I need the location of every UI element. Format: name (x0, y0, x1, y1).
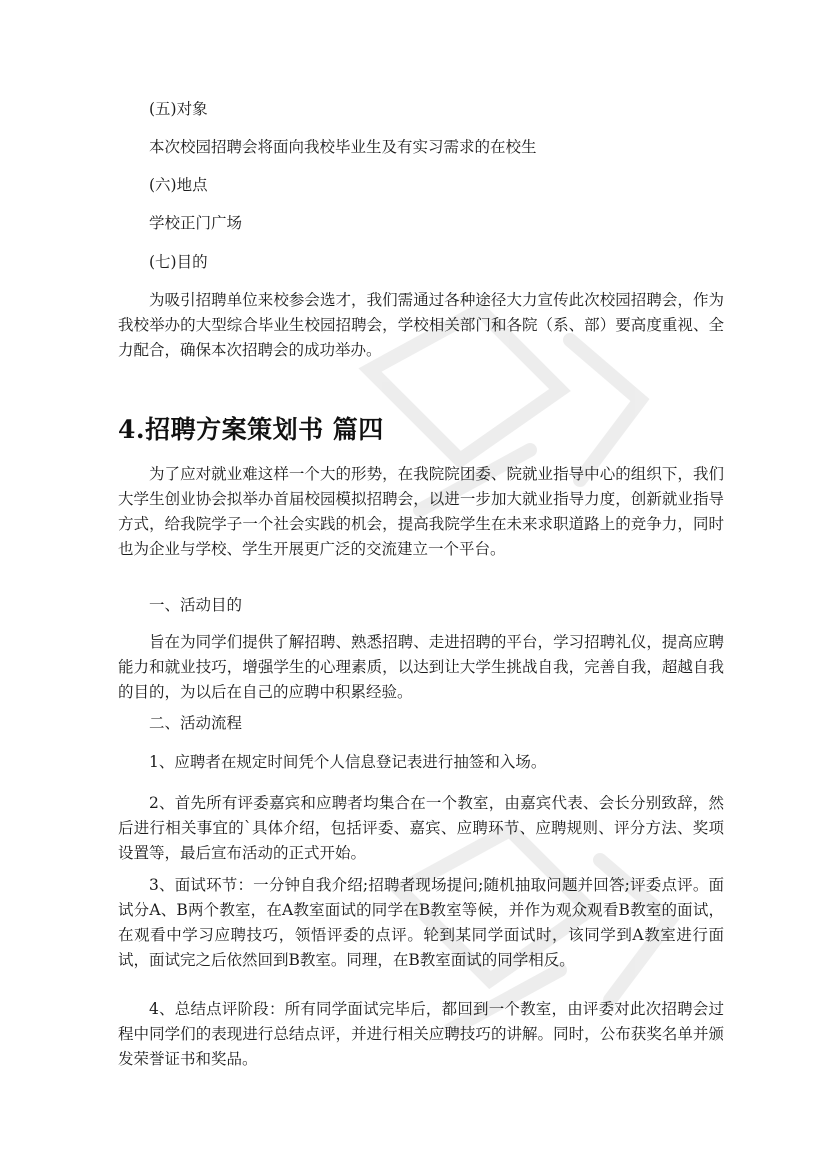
flow-step-1: 1、应聘者在规定时间凭个人信息登记表进行抽签和入场。 (149, 753, 547, 771)
section-label-location: (六)地点 (149, 176, 208, 194)
activity-goal-title: 一、活动目的 (149, 596, 243, 614)
section-text-location: 学校正门广场 (149, 214, 243, 232)
flow-step-3: 3、面试环节：一分钟自我介绍;招聘者现场提问;随机抽取问题并回答;评委点评。面试分A、B两个教室，在A教室面试的同学在B教室等候，并作为观众观看B教室的面试，在观看中学习应聘技巧，领悟评委的点评。轮到某同学面试时，该同学到A教室进行面试，面试完之后依然回到B教室。同理，在B教室面试的同学相反。 (118, 876, 724, 969)
section-label-object: (五)对象 (149, 100, 208, 118)
flow-step-4: 4、总结点评阶段：所有同学面试完毕后，都回到一个教室，由评委对此次招聘会过程中同学们的表现进行总结点评，并进行相关应聘技巧的讲解。同时，公布获奖名单并颁发荣誉证书和奖品。 (118, 1000, 724, 1068)
activity-goal-text: 旨在为同学们提供了解招聘、熟悉招聘、走进招聘的平台，学习招聘礼仪，提高应聘能力和就业技巧，增强学生的心理素质，以达到让大学生挑战自我，完善自我，超越自我的目的，为以后在自己的应聘中积累经验。 (118, 633, 724, 701)
section-label-purpose: (七)目的 (149, 253, 208, 271)
section-text-purpose: 为吸引招聘单位来校参会选才，我们需通过各种途径大力宣传此次校园招聘会，作为我校举办的大型综合毕业生校园招聘会，学校相关部门和各院（系、部）要高度重视、全力配合，确保本次招聘会的成功举办。 (118, 291, 724, 359)
activity-flow-title: 二、活动流程 (149, 714, 243, 732)
section-heading: 4.招聘方案策划书 篇四 (118, 415, 384, 444)
flow-step-2: 2、首先所有评委嘉宾和应聘者均集合在一个教室，由嘉宾代表、会长分别致辞，然后进行相关事宜的`具体介绍，包括评委、嘉宾、应聘环节、应聘规则、评分方法、奖项设置等，最后宣布活动的正式开始。 (118, 794, 724, 862)
intro-paragraph: 为了应对就业难这样一个大的形势，在我院院团委、院就业指导中心的组织下，我们大学生创业协会拟举办首届校园模拟招聘会，以进一步加大就业指导力度，创新就业指导方式，给我院学子一个社会实践的机会，提高我院学生在未来求职道路上的竞争力，同时也为企业与学校、学生开展更广泛的交流建立一个平台。 (118, 465, 724, 558)
section-text-object: 本次校园招聘会将面向我校毕业生及有实习需求的在校生 (149, 138, 537, 156)
